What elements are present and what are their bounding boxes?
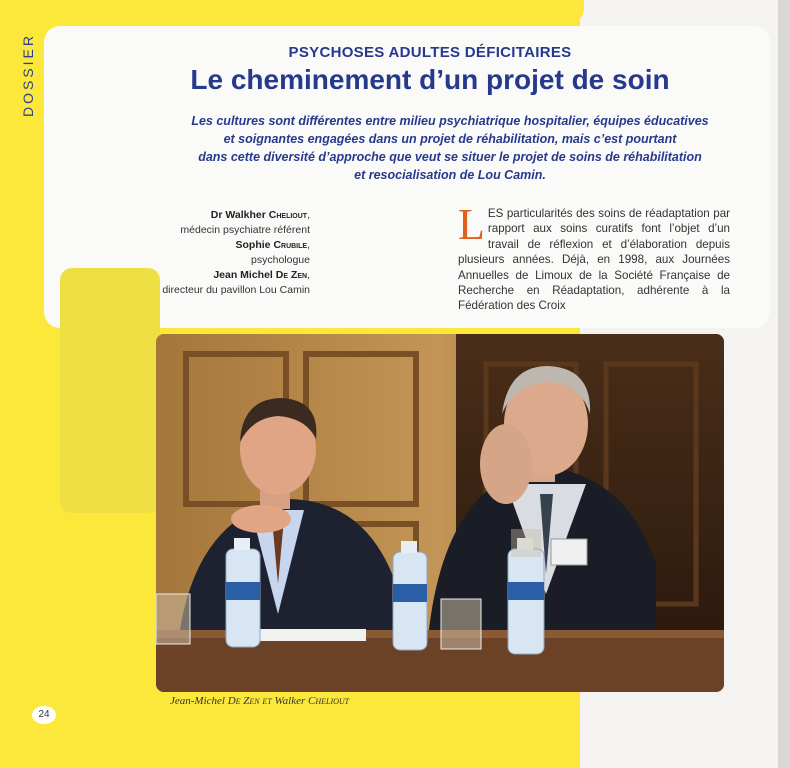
author-role: médecin psychiatre référent bbox=[180, 224, 310, 236]
drop-cap: L bbox=[458, 200, 485, 249]
body-text bbox=[458, 200, 730, 314]
author-role: directeur du pavillon Lou Camin bbox=[162, 284, 310, 296]
page-number: 24 bbox=[32, 706, 56, 724]
section-label: DOSSIER bbox=[20, 32, 37, 118]
body-paragraph: ES particularités des soins de réadaptation par rapport aux soins curatifs font l’objet d’un travail de réflexion et d’élaboration depuis plusieurs années. Déjà, en 1998, aux Journées Annuelles de Limoux de la Société Française de Recherche en Réadaptation, adhérente à la Fédération des Croix bbox=[458, 207, 730, 313]
page-gutter-shadow bbox=[778, 0, 790, 768]
top-yellow-band bbox=[0, 0, 584, 26]
photo-caption: Jean-Michel De Zen et Walker Cheliout bbox=[170, 695, 350, 707]
article-photo bbox=[156, 334, 724, 692]
photo-illustration bbox=[156, 334, 724, 692]
author-role: psychologue bbox=[251, 254, 310, 266]
lead-line: et resocialisation de Lou Camin. bbox=[354, 168, 546, 182]
author-block bbox=[120, 208, 310, 298]
author-name: Sophie Crubile, bbox=[235, 239, 310, 251]
author-name: Dr Walkher Cheliout, bbox=[210, 209, 310, 221]
article-kicker: PSYCHOSES ADULTES DÉFICITAIRES bbox=[288, 44, 572, 61]
author-name: Jean Michel De Zen, bbox=[213, 269, 310, 281]
lead-line: et soignantes engagées dans un projet de réhabilitation, mais c’est pourtant bbox=[223, 132, 677, 146]
lead-line: dans cette diversité d’approche que veut se situer le projet de soins de réhabilitation bbox=[198, 150, 702, 164]
article-title: Le cheminement d’un projet de soin bbox=[190, 64, 670, 95]
background-box bbox=[60, 268, 160, 513]
article-lead bbox=[170, 112, 730, 184]
lead-line: Les cultures sont différentes entre milieu psychiatrique hospitalier, équipes éducatives bbox=[191, 114, 709, 128]
